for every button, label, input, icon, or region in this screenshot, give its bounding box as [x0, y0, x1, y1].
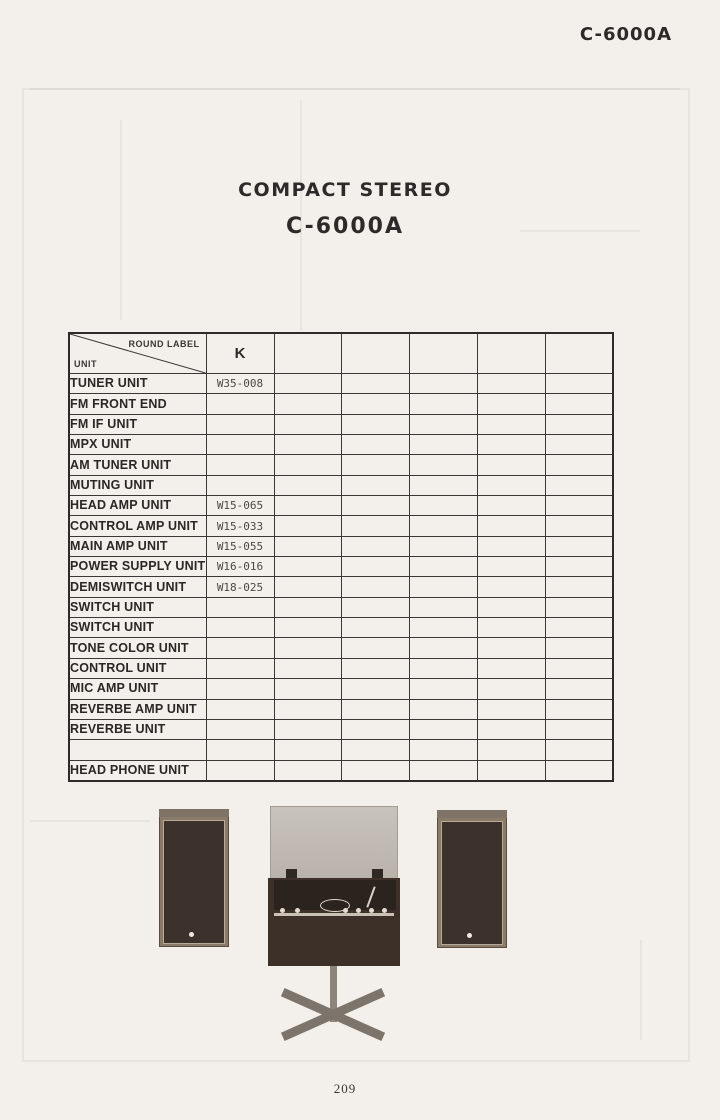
speaker-badge-icon [189, 932, 194, 937]
k-label-cell [206, 394, 274, 414]
empty-label-cell [477, 679, 545, 699]
knob-icon [295, 908, 300, 913]
empty-label-cell [342, 475, 410, 495]
empty-label-cell [545, 577, 613, 597]
empty-label-cell [342, 719, 410, 739]
empty-label-cell [410, 475, 478, 495]
unit-name-cell [69, 740, 206, 760]
empty-label-cell [342, 658, 410, 678]
empty-label-cell [342, 374, 410, 394]
table-row [69, 679, 613, 699]
empty-label-cell [274, 394, 342, 414]
model-title: C-6000A [285, 214, 405, 239]
empty-label-cell [545, 658, 613, 678]
empty-label-cell [477, 699, 545, 719]
corner-model-number: C-6000A [579, 24, 672, 45]
table-row [69, 658, 613, 678]
k-label-cell [206, 597, 274, 617]
empty-label-cell [410, 638, 478, 658]
empty-label-cell [545, 496, 613, 516]
empty-label-cell [274, 740, 342, 760]
k-label-cell [206, 740, 274, 760]
empty-label-cell [410, 394, 478, 414]
empty-label-cell [545, 435, 613, 455]
empty-label-cell [410, 577, 478, 597]
empty-label-cell [545, 557, 613, 577]
empty-label-cell [410, 516, 478, 536]
control-panel [274, 913, 394, 916]
table-row [69, 496, 613, 516]
empty-label-cell [274, 597, 342, 617]
empty-label-cell [545, 618, 613, 638]
column-header [274, 333, 342, 374]
empty-label-cell [545, 638, 613, 658]
table-row [69, 618, 613, 638]
k-label-cell [206, 699, 274, 719]
show-through-line [30, 88, 680, 90]
empty-label-cell [342, 618, 410, 638]
empty-label-cell [410, 414, 478, 434]
k-label-cell [206, 679, 274, 699]
unit-name-cell: FM FRONT END [69, 394, 206, 414]
empty-label-cell [477, 597, 545, 617]
empty-label-cell [274, 374, 342, 394]
empty-label-cell [342, 536, 410, 556]
empty-label-cell [342, 760, 410, 781]
knob-icon [356, 908, 361, 913]
speaker-badge-icon [467, 933, 472, 938]
empty-label-cell [342, 455, 410, 475]
empty-label-cell [477, 496, 545, 516]
table-row [69, 699, 613, 719]
k-label-cell [206, 455, 274, 475]
empty-label-cell [545, 455, 613, 475]
column-header [545, 333, 613, 374]
empty-label-cell [410, 740, 478, 760]
empty-label-cell [274, 618, 342, 638]
empty-label-cell [477, 475, 545, 495]
table-row [69, 414, 613, 434]
empty-label-cell [410, 618, 478, 638]
empty-label-cell [477, 760, 545, 781]
empty-label-cell [477, 414, 545, 434]
knob-icon [280, 908, 285, 913]
unit-name-cell: CONTROL UNIT [69, 658, 206, 678]
table-row [69, 475, 613, 495]
empty-label-cell [274, 658, 342, 678]
show-through-line [30, 820, 150, 822]
table-row [69, 536, 613, 556]
empty-label-cell [477, 577, 545, 597]
empty-label-cell [342, 414, 410, 434]
table-row [69, 760, 613, 781]
empty-label-cell [342, 699, 410, 719]
empty-label-cell [545, 414, 613, 434]
diagonal-header-cell [69, 333, 206, 374]
empty-label-cell [274, 760, 342, 781]
unit-name-cell: TONE COLOR UNIT [69, 638, 206, 658]
empty-label-cell [274, 414, 342, 434]
k-label-cell: W35-008 [206, 374, 274, 394]
k-label-cell [206, 719, 274, 739]
k-label-cell [206, 760, 274, 781]
unit-name-cell: CONTROL AMP UNIT [69, 516, 206, 536]
table-row [69, 577, 613, 597]
table-row [69, 374, 613, 394]
unit-name-cell: SWITCH UNIT [69, 618, 206, 638]
unit-label-table [68, 332, 614, 782]
empty-label-cell [342, 577, 410, 597]
round-label-heading: ROUND LABEL [128, 339, 200, 349]
unit-name-cell: MUTING UNIT [69, 475, 206, 495]
empty-label-cell [545, 699, 613, 719]
empty-label-cell [342, 394, 410, 414]
empty-label-cell [545, 516, 613, 536]
empty-label-cell [410, 374, 478, 394]
console-cabinet [268, 878, 400, 966]
empty-label-cell [274, 475, 342, 495]
knob-icon [369, 908, 374, 913]
k-label-cell: W15-033 [206, 516, 274, 536]
unit-name-cell: HEAD PHONE UNIT [69, 760, 206, 781]
empty-label-cell [410, 496, 478, 516]
unit-name-cell: AM TUNER UNIT [69, 455, 206, 475]
empty-label-cell [274, 719, 342, 739]
empty-label-cell [274, 679, 342, 699]
column-header-k: K [206, 333, 274, 374]
empty-label-cell [274, 638, 342, 658]
empty-label-cell [342, 516, 410, 536]
empty-label-cell [410, 679, 478, 699]
empty-label-cell [274, 435, 342, 455]
column-header [477, 333, 545, 374]
empty-label-cell [410, 699, 478, 719]
empty-label-cell [410, 455, 478, 475]
unit-name-cell: HEAD AMP UNIT [69, 496, 206, 516]
right-speaker [437, 810, 507, 948]
table-row [69, 455, 613, 475]
empty-label-cell [410, 719, 478, 739]
empty-label-cell [477, 374, 545, 394]
table-header-row [69, 333, 613, 374]
table-row [69, 638, 613, 658]
empty-label-cell [477, 719, 545, 739]
empty-label-cell [477, 455, 545, 475]
empty-label-cell [477, 536, 545, 556]
knob-icon [343, 908, 348, 913]
empty-label-cell [274, 557, 342, 577]
page-title: COMPACT STEREO [238, 179, 452, 201]
empty-label-cell [274, 536, 342, 556]
empty-label-cell [342, 557, 410, 577]
empty-label-cell [545, 679, 613, 699]
k-label-cell [206, 618, 274, 638]
empty-label-cell [545, 374, 613, 394]
table-row [69, 597, 613, 617]
left-speaker [159, 809, 229, 947]
empty-label-cell [410, 435, 478, 455]
empty-label-cell [545, 597, 613, 617]
column-header [410, 333, 478, 374]
unit-name-cell: MPX UNIT [69, 435, 206, 455]
column-header [342, 333, 410, 374]
empty-label-cell [477, 638, 545, 658]
tonearm-icon [366, 886, 375, 907]
speaker-grille [441, 821, 503, 945]
empty-label-cell [545, 475, 613, 495]
k-label-cell [206, 638, 274, 658]
empty-label-cell [545, 719, 613, 739]
empty-label-cell [477, 658, 545, 678]
empty-label-cell [410, 536, 478, 556]
knob-icon [382, 908, 387, 913]
unit-heading: UNIT [74, 359, 97, 369]
unit-name-cell: DEMISWITCH UNIT [69, 577, 206, 597]
k-label-cell: W18-025 [206, 577, 274, 597]
empty-label-cell [274, 516, 342, 536]
empty-label-cell [477, 435, 545, 455]
empty-label-cell [477, 394, 545, 414]
unit-name-cell: SWITCH UNIT [69, 597, 206, 617]
k-label-cell [206, 435, 274, 455]
k-label-cell [206, 414, 274, 434]
unit-name-cell: TUNER UNIT [69, 374, 206, 394]
empty-label-cell [545, 394, 613, 414]
empty-label-cell [342, 597, 410, 617]
empty-label-cell [477, 516, 545, 536]
empty-label-cell [477, 740, 545, 760]
empty-label-cell [410, 597, 478, 617]
unit-name-cell: POWER SUPPLY UNIT [69, 557, 206, 577]
unit-name-cell: MAIN AMP UNIT [69, 536, 206, 556]
unit-name-cell: MIC AMP UNIT [69, 679, 206, 699]
k-label-cell: W16-016 [206, 557, 274, 577]
empty-label-cell [410, 557, 478, 577]
k-label-cell [206, 475, 274, 495]
show-through-line [640, 940, 642, 1040]
k-label-cell [206, 658, 274, 678]
empty-label-cell [410, 658, 478, 678]
empty-label-cell [274, 496, 342, 516]
unit-name-cell: FM IF UNIT [69, 414, 206, 434]
empty-label-cell [274, 577, 342, 597]
table-row [69, 435, 613, 455]
empty-label-cell [410, 760, 478, 781]
empty-label-cell [545, 740, 613, 760]
empty-label-cell [342, 638, 410, 658]
page-number: 209 [333, 1081, 357, 1096]
empty-label-cell [545, 536, 613, 556]
empty-label-cell [274, 699, 342, 719]
speaker-grille [163, 820, 225, 944]
empty-label-cell [477, 557, 545, 577]
empty-label-cell [274, 455, 342, 475]
k-label-cell: W15-065 [206, 496, 274, 516]
k-label-cell: W15-055 [206, 536, 274, 556]
unit-name-cell: REVERBE AMP UNIT [69, 699, 206, 719]
empty-label-cell [342, 740, 410, 760]
empty-label-cell [545, 760, 613, 781]
table-row [69, 719, 613, 739]
table-row [69, 516, 613, 536]
product-photo [150, 800, 520, 1050]
empty-label-cell [342, 496, 410, 516]
empty-label-cell [477, 618, 545, 638]
empty-label-cell [342, 435, 410, 455]
empty-label-cell [342, 679, 410, 699]
table-row [69, 740, 613, 760]
table-row [69, 557, 613, 577]
unit-name-cell: REVERBE UNIT [69, 719, 206, 739]
table-row [69, 394, 613, 414]
turntable-deck [274, 880, 396, 910]
